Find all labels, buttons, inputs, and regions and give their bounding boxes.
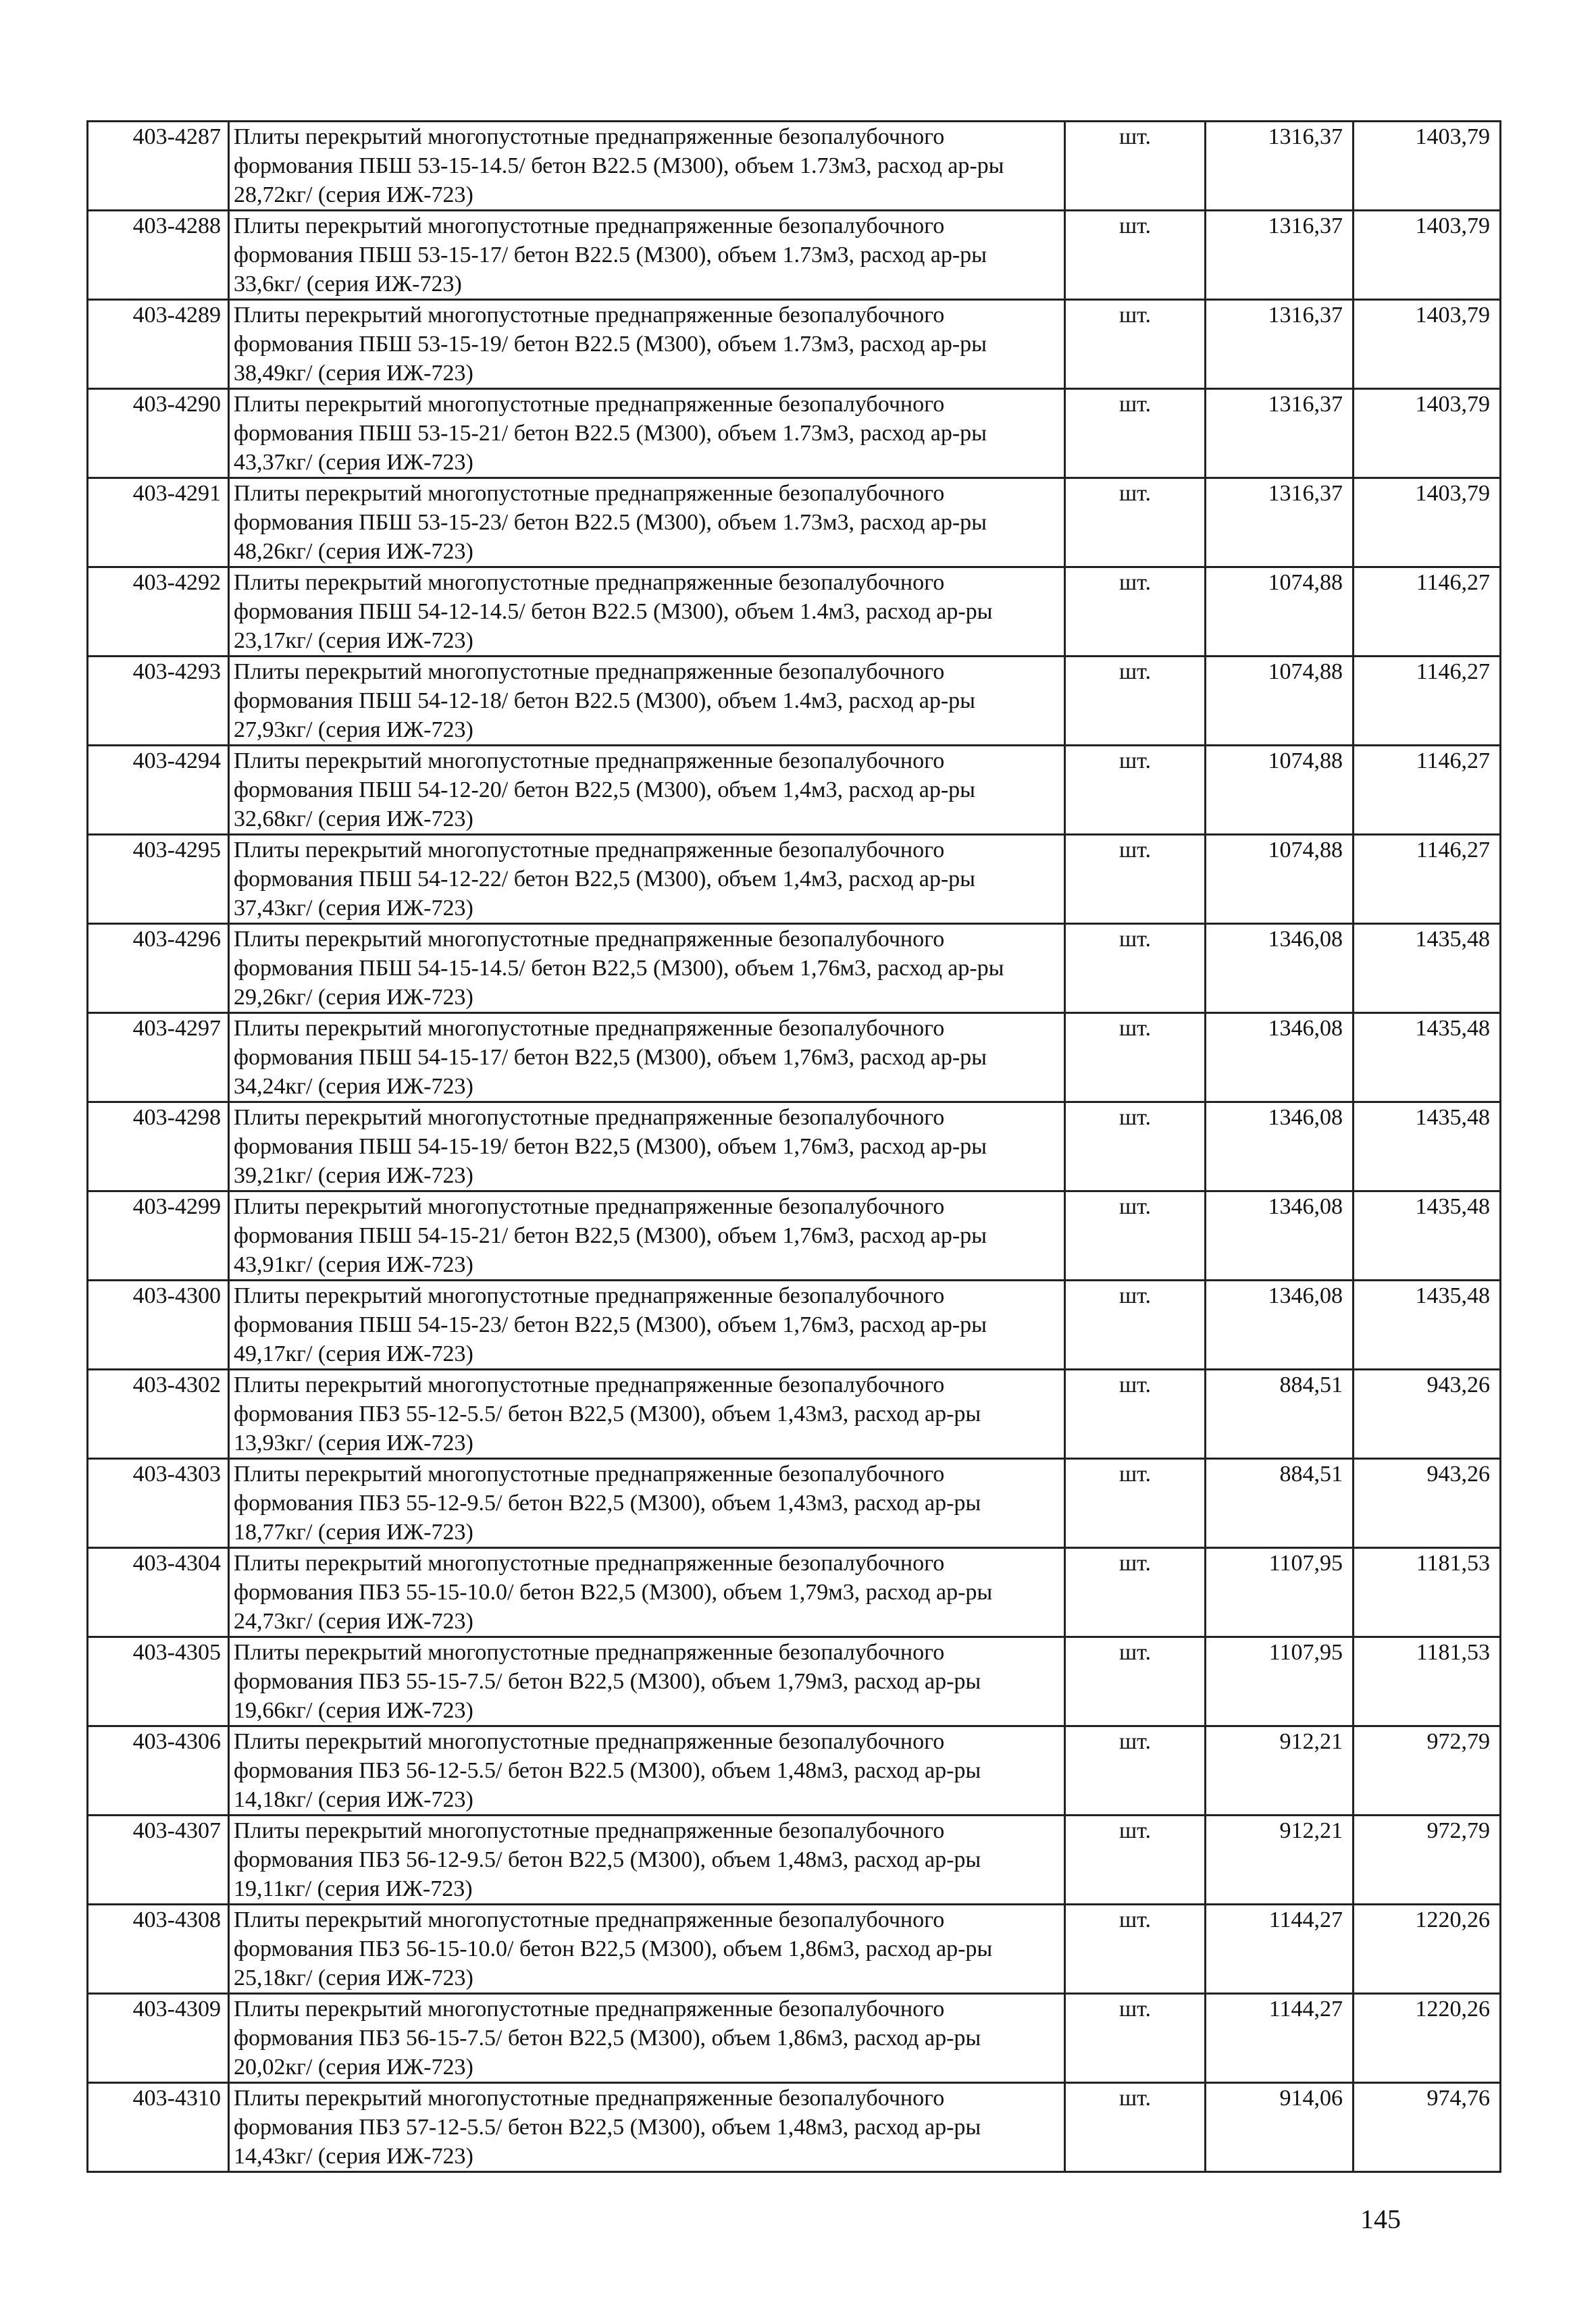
price-index-cell: 1403,79	[1354, 211, 1501, 300]
item-description-cell: Плиты перекрытий многопустотные преднапряженные безопалубочного формования ПБШ 54-15-23/ бетон В22,5 (М300), объем 1,76м3, расход ар-ры 49,17кг/ (серия ИЖ-723)	[229, 1281, 1065, 1370]
table-row	[88, 2083, 1501, 2172]
table-row	[88, 567, 1501, 657]
price-index-cell: 943,26	[1354, 1370, 1501, 1459]
item-code-cell: 403-4303	[88, 1459, 229, 1548]
unit-cell: шт.	[1065, 1281, 1206, 1370]
item-code-cell: 403-4300	[88, 1281, 229, 1370]
unit-cell: шт.	[1065, 1548, 1206, 1637]
item-code-cell: 403-4307	[88, 1816, 229, 1905]
item-description-cell: Плиты перекрытий многопустотные преднапряженные безопалубочного формования ПБШ 54-15-17/ бетон В22,5 (М300), объем 1,76м3, расход ар-ры 34,24кг/ (серия ИЖ-723)	[229, 1013, 1065, 1102]
item-description-cell: Плиты перекрытий многопустотные преднапряженные безопалубочного формования ПБШ 53-15-17/ бетон В22.5 (М300), объем 1.73м3, расход ар-ры 33,6кг/ (серия ИЖ-723)	[229, 211, 1065, 300]
item-description-cell: Плиты перекрытий многопустотные преднапряженные безопалубочного формования ПБЗ 57-12-5.5/ бетон В22,5 (М300), объем 1,48м3, расход ар-ры 14,43кг/ (серия ИЖ-723)	[229, 2083, 1065, 2172]
price-cell: 1346,08	[1206, 1013, 1354, 1102]
price-table-body	[88, 122, 1501, 2172]
price-cell: 1074,88	[1206, 835, 1354, 924]
unit-cell: шт.	[1065, 1637, 1206, 1726]
price-cell: 884,51	[1206, 1459, 1354, 1548]
item-description-cell: Плиты перекрытий многопустотные преднапряженные безопалубочного формования ПБЗ 56-12-5.5/ бетон В22.5 (М300), объем 1,48м3, расход ар-ры 14,18кг/ (серия ИЖ-723)	[229, 1726, 1065, 1816]
table-row	[88, 1994, 1501, 2083]
item-code-cell: 403-4295	[88, 835, 229, 924]
price-cell: 1074,88	[1206, 567, 1354, 657]
price-cell: 1346,08	[1206, 1281, 1354, 1370]
table-row	[88, 1726, 1501, 1816]
item-code-cell: 403-4290	[88, 389, 229, 478]
price-index-cell: 1435,48	[1354, 1191, 1501, 1281]
price-cell: 1107,95	[1206, 1637, 1354, 1726]
unit-cell: шт.	[1065, 478, 1206, 567]
price-index-cell: 1403,79	[1354, 300, 1501, 389]
price-index-cell: 1435,48	[1354, 1281, 1501, 1370]
table-row	[88, 1905, 1501, 1994]
price-cell: 1346,08	[1206, 1191, 1354, 1281]
item-code-cell: 403-4308	[88, 1905, 229, 1994]
item-description-cell: Плиты перекрытий многопустотные преднапряженные безопалубочного формования ПБЗ 56-15-10.0/ бетон В22,5 (М300), объем 1,86м3, расход ар-ры 25,18кг/ (серия ИЖ-723)	[229, 1905, 1065, 1994]
price-index-cell: 1220,26	[1354, 1994, 1501, 2083]
item-code-cell: 403-4288	[88, 211, 229, 300]
unit-cell: шт.	[1065, 1816, 1206, 1905]
item-description-cell: Плиты перекрытий многопустотные преднапряженные безопалубочного формования ПБШ 53-15-21/ бетон В22.5 (М300), объем 1.73м3, расход ар-ры 43,37кг/ (серия ИЖ-723)	[229, 389, 1065, 478]
price-table	[86, 120, 1501, 2173]
price-index-cell: 972,79	[1354, 1726, 1501, 1816]
table-row	[88, 657, 1501, 746]
price-cell: 912,21	[1206, 1726, 1354, 1816]
price-cell: 914,06	[1206, 2083, 1354, 2172]
table-row	[88, 122, 1501, 211]
item-code-cell: 403-4306	[88, 1726, 229, 1816]
price-cell: 1346,08	[1206, 924, 1354, 1013]
item-code-cell: 403-4296	[88, 924, 229, 1013]
unit-cell: шт.	[1065, 1191, 1206, 1281]
price-index-cell: 1435,48	[1354, 1102, 1501, 1191]
price-index-cell: 1403,79	[1354, 478, 1501, 567]
price-index-cell: 1403,79	[1354, 122, 1501, 211]
item-description-cell: Плиты перекрытий многопустотные преднапряженные безопалубочного формования ПБШ 54-15-21/ бетон В22,5 (М300), объем 1,76м3, расход ар-ры 43,91кг/ (серия ИЖ-723)	[229, 1191, 1065, 1281]
unit-cell: шт.	[1065, 211, 1206, 300]
unit-cell: шт.	[1065, 122, 1206, 211]
price-cell: 1346,08	[1206, 1102, 1354, 1191]
table-row	[88, 1191, 1501, 1281]
item-code-cell: 403-4287	[88, 122, 229, 211]
price-index-cell: 943,26	[1354, 1459, 1501, 1548]
table-row	[88, 1816, 1501, 1905]
item-code-cell: 403-4292	[88, 567, 229, 657]
item-description-cell: Плиты перекрытий многопустотные преднапряженные безопалубочного формования ПБШ 54-12-22/ бетон В22,5 (М300), объем 1,4м3, расход ар-ры 37,43кг/ (серия ИЖ-723)	[229, 835, 1065, 924]
price-index-cell: 1146,27	[1354, 567, 1501, 657]
item-code-cell: 403-4298	[88, 1102, 229, 1191]
item-code-cell: 403-4299	[88, 1191, 229, 1281]
unit-cell: шт.	[1065, 746, 1206, 835]
item-code-cell: 403-4304	[88, 1548, 229, 1637]
item-code-cell: 403-4305	[88, 1637, 229, 1726]
unit-cell: шт.	[1065, 835, 1206, 924]
price-index-cell: 1146,27	[1354, 657, 1501, 746]
price-index-cell: 974,76	[1354, 2083, 1501, 2172]
unit-cell: шт.	[1065, 1905, 1206, 1994]
table-row	[88, 1459, 1501, 1548]
page-number: 145	[1360, 2204, 1401, 2234]
price-cell: 1316,37	[1206, 300, 1354, 389]
price-cell: 1074,88	[1206, 746, 1354, 835]
table-row	[88, 924, 1501, 1013]
table-row	[88, 1370, 1501, 1459]
price-index-cell: 1146,27	[1354, 835, 1501, 924]
item-description-cell: Плиты перекрытий многопустотные преднапряженные безопалубочного формования ПБШ 53-15-19/ бетон В22.5 (М300), объем 1.73м3, расход ар-ры 38,49кг/ (серия ИЖ-723)	[229, 300, 1065, 389]
item-description-cell: Плиты перекрытий многопустотные преднапряженные безопалубочного формования ПБШ 54-15-14.5/ бетон В22,5 (М300), объем 1,76м3, расход ар-ры 29,26кг/ (серия ИЖ-723)	[229, 924, 1065, 1013]
item-description-cell: Плиты перекрытий многопустотные преднапряженные безопалубочного формования ПБШ 53-15-23/ бетон В22.5 (М300), объем 1.73м3, расход ар-ры 48,26кг/ (серия ИЖ-723)	[229, 478, 1065, 567]
price-cell: 1316,37	[1206, 122, 1354, 211]
table-row	[88, 389, 1501, 478]
price-index-cell: 972,79	[1354, 1816, 1501, 1905]
item-description-cell: Плиты перекрытий многопустотные преднапряженные безопалубочного формования ПБШ 54-12-20/ бетон В22,5 (М300), объем 1,4м3, расход ар-ры 32,68кг/ (серия ИЖ-723)	[229, 746, 1065, 835]
table-row	[88, 211, 1501, 300]
unit-cell: шт.	[1065, 1013, 1206, 1102]
price-cell: 1144,27	[1206, 1994, 1354, 2083]
item-code-cell: 403-4297	[88, 1013, 229, 1102]
unit-cell: шт.	[1065, 1459, 1206, 1548]
item-description-cell: Плиты перекрытий многопустотные преднапряженные безопалубочного формования ПБШ 54-12-18/ бетон В22.5 (М300), объем 1.4м3, расход ар-ры 27,93кг/ (серия ИЖ-723)	[229, 657, 1065, 746]
item-code-cell: 403-4302	[88, 1370, 229, 1459]
price-cell: 1107,95	[1206, 1548, 1354, 1637]
price-index-cell: 1181,53	[1354, 1548, 1501, 1637]
item-description-cell: Плиты перекрытий многопустотные преднапряженные безопалубочного формования ПБШ 54-15-19/ бетон В22,5 (М300), объем 1,76м3, расход ар-ры 39,21кг/ (серия ИЖ-723)	[229, 1102, 1065, 1191]
table-row	[88, 746, 1501, 835]
unit-cell: шт.	[1065, 1370, 1206, 1459]
price-index-cell: 1435,48	[1354, 1013, 1501, 1102]
item-description-cell: Плиты перекрытий многопустотные преднапряженные безопалубочного формования ПБШ 54-12-14.5/ бетон В22.5 (М300), объем 1.4м3, расход ар-ры 23,17кг/ (серия ИЖ-723)	[229, 567, 1065, 657]
price-cell: 912,21	[1206, 1816, 1354, 1905]
item-description-cell: Плиты перекрытий многопустотные преднапряженные безопалубочного формования ПБЗ 55-15-7.5/ бетон В22,5 (М300), объем 1,79м3, расход ар-ры 19,66кг/ (серия ИЖ-723)	[229, 1637, 1065, 1726]
table-row	[88, 1637, 1501, 1726]
item-description-cell: Плиты перекрытий многопустотные преднапряженные безопалубочного формования ПБЗ 55-12-5.5/ бетон В22,5 (М300), объем 1,43м3, расход ар-ры 13,93кг/ (серия ИЖ-723)	[229, 1370, 1065, 1459]
item-description-cell: Плиты перекрытий многопустотные преднапряженные безопалубочного формования ПБШ 53-15-14.5/ бетон В22.5 (М300), объем 1.73м3, расход ар-ры 28,72кг/ (серия ИЖ-723)	[229, 122, 1065, 211]
price-index-cell: 1146,27	[1354, 746, 1501, 835]
item-description-cell: Плиты перекрытий многопустотные преднапряженные безопалубочного формования ПБЗ 55-12-9.5/ бетон В22,5 (М300), объем 1,43м3, расход ар-ры 18,77кг/ (серия ИЖ-723)	[229, 1459, 1065, 1548]
table-row	[88, 835, 1501, 924]
unit-cell: шт.	[1065, 1726, 1206, 1816]
price-cell: 1144,27	[1206, 1905, 1354, 1994]
price-index-cell: 1181,53	[1354, 1637, 1501, 1726]
unit-cell: шт.	[1065, 1994, 1206, 2083]
unit-cell: шт.	[1065, 300, 1206, 389]
unit-cell: шт.	[1065, 567, 1206, 657]
item-code-cell: 403-4309	[88, 1994, 229, 2083]
item-description-cell: Плиты перекрытий многопустотные преднапряженные безопалубочного формования ПБЗ 55-15-10.0/ бетон В22,5 (М300), объем 1,79м3, расход ар-ры 24,73кг/ (серия ИЖ-723)	[229, 1548, 1065, 1637]
table-row	[88, 1013, 1501, 1102]
item-description-cell: Плиты перекрытий многопустотные преднапряженные безопалубочного формования ПБЗ 56-12-9.5/ бетон В22,5 (М300), объем 1,48м3, расход ар-ры 19,11кг/ (серия ИЖ-723)	[229, 1816, 1065, 1905]
item-code-cell: 403-4289	[88, 300, 229, 389]
unit-cell: шт.	[1065, 389, 1206, 478]
unit-cell: шт.	[1065, 1102, 1206, 1191]
item-code-cell: 403-4293	[88, 657, 229, 746]
price-cell: 1316,37	[1206, 211, 1354, 300]
unit-cell: шт.	[1065, 924, 1206, 1013]
price-cell: 1316,37	[1206, 389, 1354, 478]
table-row	[88, 1548, 1501, 1637]
unit-cell: шт.	[1065, 2083, 1206, 2172]
price-cell: 884,51	[1206, 1370, 1354, 1459]
unit-cell: шт.	[1065, 657, 1206, 746]
item-code-cell: 403-4310	[88, 2083, 229, 2172]
table-row	[88, 478, 1501, 567]
price-cell: 1316,37	[1206, 478, 1354, 567]
item-description-cell: Плиты перекрытий многопустотные преднапряженные безопалубочного формования ПБЗ 56-15-7.5/ бетон В22,5 (М300), объем 1,86м3, расход ар-ры 20,02кг/ (серия ИЖ-723)	[229, 1994, 1065, 2083]
item-code-cell: 403-4291	[88, 478, 229, 567]
price-cell: 1074,88	[1206, 657, 1354, 746]
price-index-cell: 1220,26	[1354, 1905, 1501, 1994]
table-row	[88, 1102, 1501, 1191]
price-index-cell: 1403,79	[1354, 389, 1501, 478]
price-index-cell: 1435,48	[1354, 924, 1501, 1013]
item-code-cell: 403-4294	[88, 746, 229, 835]
table-row	[88, 1281, 1501, 1370]
table-row	[88, 300, 1501, 389]
